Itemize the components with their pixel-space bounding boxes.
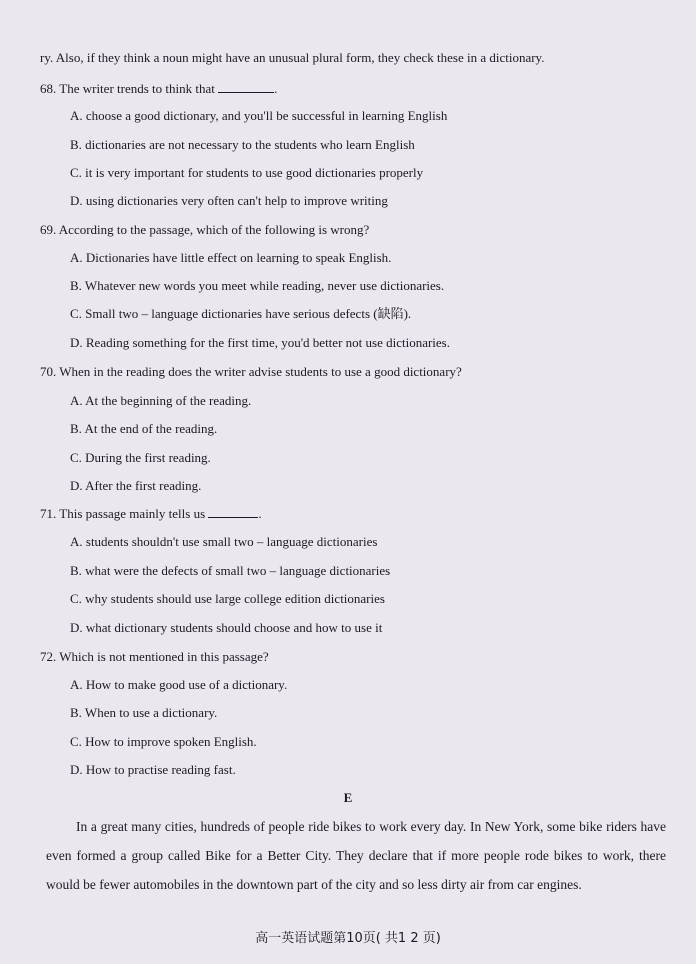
question-stem: Which is not mentioned in this passage? <box>59 649 269 664</box>
question-number: 69. <box>40 222 57 237</box>
option-69-a: A. Dictionaries have little effect on learning to speak English. <box>70 250 392 265</box>
option-71-a: A. students shouldn't use small two – language dictionaries <box>70 534 378 549</box>
intro-line: ry. Also, if they think a noun might have an unusual plural form, they check these in a dictionary. <box>40 50 545 65</box>
passage-e-paragraph: In a great many cities, hundreds of people ride bikes to work every day. In New York, some bike riders have even formed a group called Bike for a Better City. They declare that if more people rode bikes to work, there would be fewer automobiles in the downtown part of the city and so less dirty air from car engines. <box>46 819 666 892</box>
option-68-c: C. it is very important for students to use good dictionaries properly <box>70 165 424 180</box>
question-number: 68. <box>40 81 57 96</box>
stem-tail: . <box>258 506 262 521</box>
option-71-d: D. what dictionary students should choose and how to use it <box>70 620 383 635</box>
answer-blank <box>218 82 274 93</box>
question-68 <box>40 81 277 97</box>
option-68-d: D. using dictionaries very often can't help to improve writing <box>70 193 388 208</box>
option-70-b: B. At the end of the reading. <box>70 421 218 436</box>
option-68-b: B. dictionaries are not necessary to the students who learn English <box>70 137 415 152</box>
option-71-c: C. why students should use large college edition dictionaries <box>70 591 385 606</box>
question-number: 72. <box>40 649 57 664</box>
question-stem: According to the passage, which of the following is wrong? <box>58 222 370 237</box>
page-footer: 高一英语试题第10页( 共1 2 页) <box>255 931 441 946</box>
question-72 <box>40 649 269 665</box>
option-72-b: B. When to use a dictionary. <box>70 705 218 720</box>
question-71 <box>40 506 262 522</box>
option-69-d: D. Reading something for the first time, you'd better not use dictionaries. <box>70 335 450 350</box>
question-stem: The writer trends to think that <box>59 81 215 96</box>
option-69-b: B. Whatever new words you meet while reading, never use dictionaries. <box>70 278 445 293</box>
option-72-a: A. How to make good use of a dictionary. <box>70 677 288 692</box>
question-70 <box>40 364 462 380</box>
question-number: 71. <box>40 506 57 521</box>
option-68-a: A. choose a good dictionary, and you'll be successful in learning English <box>70 108 448 123</box>
answer-blank <box>208 507 258 518</box>
question-stem: When in the reading does the writer advise students to use a good dictionary? <box>59 364 462 379</box>
option-70-d: D. After the first reading. <box>70 478 202 493</box>
option-69-c: C. Small two – language dictionaries have serious defects (缺陷). <box>70 306 412 321</box>
question-69 <box>40 222 369 238</box>
option-72-c: C. How to improve spoken English. <box>70 734 257 749</box>
question-number: 70. <box>40 364 57 379</box>
option-70-a: A. At the beginning of the reading. <box>70 393 252 408</box>
section-heading: E <box>343 790 353 805</box>
option-72-d: D. How to practise reading fast. <box>70 762 236 777</box>
option-71-b: B. what were the defects of small two – language dictionaries <box>70 563 391 578</box>
option-70-c: C. During the first reading. <box>70 450 211 465</box>
question-stem: This passage mainly tells us <box>59 506 206 521</box>
stem-tail: . <box>274 81 278 96</box>
